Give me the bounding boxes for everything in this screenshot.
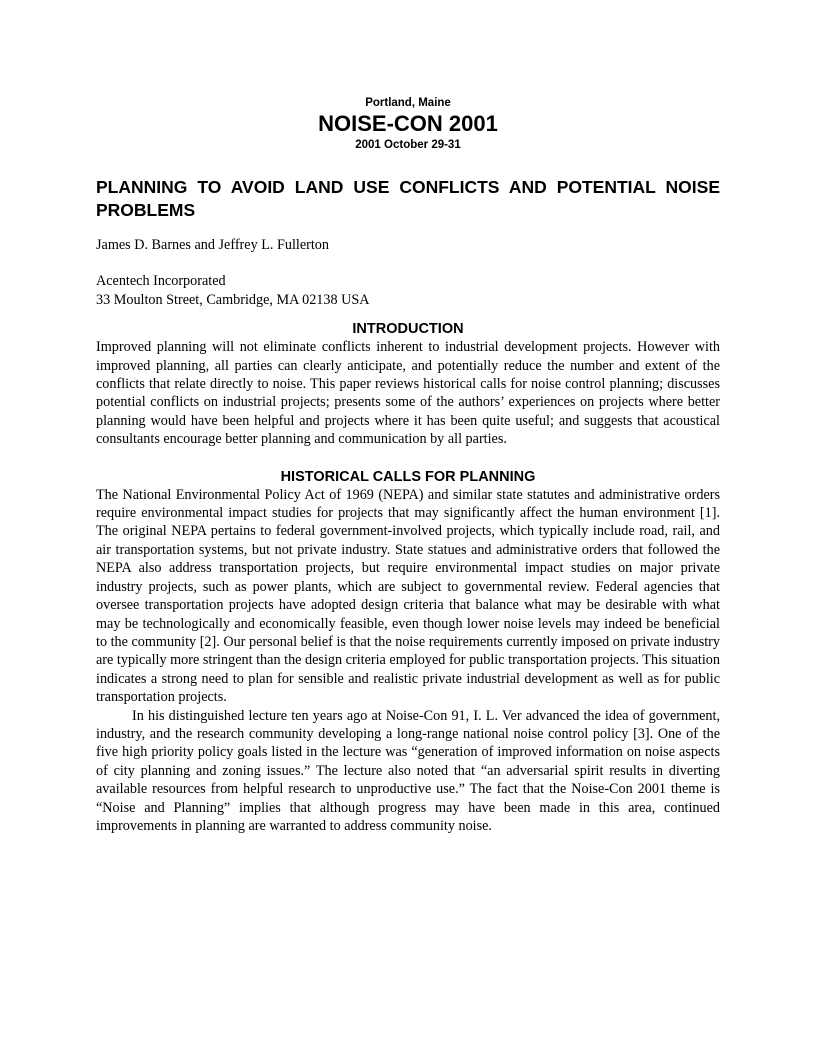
section-heading-historical-calls: HISTORICAL CALLS FOR PLANNING bbox=[280, 468, 536, 485]
introduction-paragraph: Improved planning will not eliminate conflicts inherent to industrial development projects. However with improved planning, all parties can clearly anticipate, and potentially reduce the number and extent of the conflicts that relate directly to noise. This paper reviews historical calls for noise control planning; discusses potential conflicts on industrial projects; presents some of the authors’ experiences on projects where better planning would have been helpful and projects where it has been quite useful; and suggests that acoustical consultants encourage better planning and communication by all parties. bbox=[96, 339, 720, 448]
conference-dates: 2001 October 29-31 bbox=[355, 139, 461, 151]
paper-page bbox=[96, 0, 720, 835]
conference-location: Portland, Maine bbox=[365, 97, 451, 109]
paper-authors: James D. Barnes and Jeffrey L. Fullerton bbox=[96, 237, 329, 253]
author-affiliation bbox=[96, 272, 720, 309]
conference-name: NOISE-CON 2001 bbox=[318, 111, 498, 136]
historical-paragraph-2: In his distinguished lecture ten years ago at Noise-Con 91, I. L. Ver advanced the idea of government, industry, and the research community developing a long-range national noise control policy [3]. One of the five high priority policy goals listed in the lecture was “generation of improved information on noise aspects of city planning and zoning issues.” The lecture also noted that “an adversarial spirit results in diverting available resources from helpful research to unproductive use.” The fact that the Noise-Con 2001 theme is “Noise and Planning” implies that although progress may have been made in this area, continued improvements in planning are warranted to address community noise. bbox=[96, 707, 720, 834]
historical-paragraph-1: The National Environmental Policy Act of 1969 (NEPA) and similar state statutes and administrative orders require environmental impact studies for projects that may significantly affect the human environment [1]. The original NEPA pertains to federal government-involved projects, which typically include road, rail, and air transportation systems, but not private industry. State statues and administrative orders that followed the NEPA also address transportation projects, but require environmental impact studies on major private industry projects, such as power plants, which are subject to governmental review. Federal agencies that oversee transportation projects have adopted design criteria that balance what may be desirable with what may be technologically and economically feasible, even though lower noise levels may indeed be beneficial to the community [2]. Our personal belief is that the noise requirements currently imposed on private industry are typically more stringent than the design criteria employed for public transportation projects. This situation indicates a strong need to plan for sensible and realistic private industrial development as well as for public transportation projects. bbox=[96, 486, 720, 706]
section-heading-introduction: INTRODUCTION bbox=[352, 321, 464, 338]
affiliation-address: 33 Moulton Street, Cambridge, MA 02138 USA bbox=[96, 291, 370, 308]
conference-header bbox=[96, 96, 720, 152]
paper-title: PLANNING TO AVOID LAND USE CONFLICTS AND POTENTIAL NOISE PROBLEMS bbox=[96, 177, 720, 220]
affiliation-organization: Acentech Incorporated bbox=[96, 273, 226, 290]
